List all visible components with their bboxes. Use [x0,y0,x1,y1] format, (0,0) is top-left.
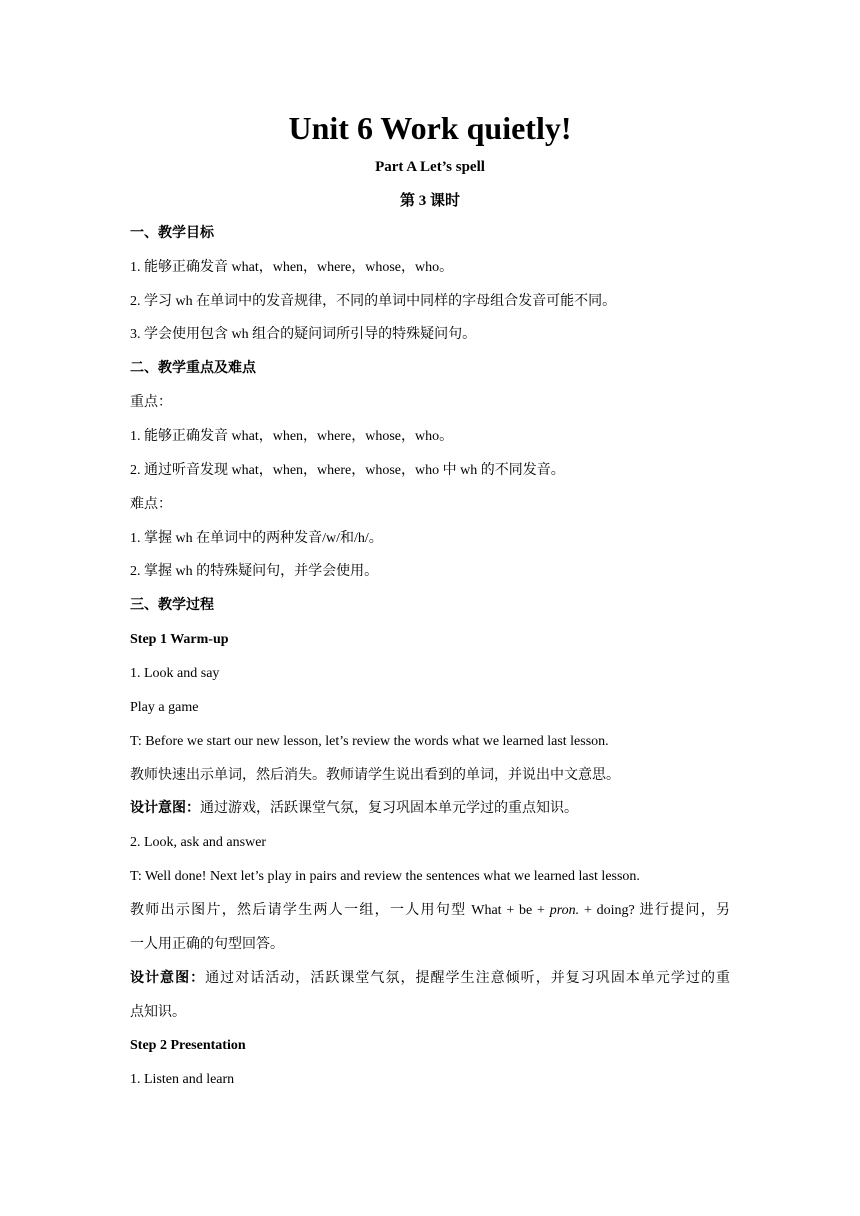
activity-description: 教师快速出示单词，然后消失。教师请学生说出看到的单词，并说出中文意思。 [130,768,620,783]
step2-heading: Step 2 Presentation [130,1038,246,1053]
activity-description-part: + doing? 进行提问，另 [579,903,730,918]
key-point-item: 1. 能够正确发音 what，when，where，whose，who。 [130,429,454,444]
section-heading-key-points: 二、教学重点及难点 [130,361,256,376]
activity-description-part: 教师出示图片，然后请学生两人一组，一人用句型 What + be + [130,903,550,918]
section-heading-process: 三、教学过程 [130,598,214,613]
objective-item: 3. 学会使用包含 wh 组合的疑问词所引导的特殊疑问句。 [130,327,477,342]
key-points-label: 重点： [130,395,172,410]
key-point-item: 2. 通过听音发现 what，when，where，whose，who 中 wh 的不同发音。 [130,463,565,478]
activity-label: Play a game [130,700,199,715]
objective-item: 1. 能够正确发音 what，when，where，whose，who。 [130,260,454,275]
difficult-point-item: 2. 掌握 wh 的特殊疑问句，并学会使用。 [130,564,379,579]
design-intent-label: 设计意图： [130,801,200,816]
step2-subheading: 1. Listen and learn [130,1072,235,1087]
design-intent-continued: 点知识。 [130,1005,186,1020]
design-intent-text: 通过对话活动，活跃课堂气氛，提醒学生注意倾听，并复习巩固本单元学过的重 [205,971,731,986]
difficult-point-item: 1. 掌握 wh 在单词中的两种发音/w/和/h/。 [130,531,383,546]
teacher-line: T: Before we start our new lesson, let’s review the words what we learned last lesson. [130,734,609,749]
design-intent-label: 设计意图： [130,971,206,986]
step1-heading: Step 1 Warm-up [130,632,229,647]
design-intent [130,798,730,820]
pron-abbreviation: pron. [549,903,580,918]
lesson-number: 第 3 课时 [399,193,460,209]
step1-subheading: 1. Look and say [130,666,220,681]
objective-item: 2. 学习 wh 在单词中的发音规律，不同的单词中同样的字母组合发音可能不同。 [130,294,617,309]
section-heading-objectives: 一、教学目标 [130,226,214,241]
document-title: Unit 6 Work quietly! [288,110,572,146]
activity-description-continued: 一人用正确的句型回答。 [130,937,284,952]
step1-subheading: 2. Look, ask and answer [130,835,267,850]
difficult-points-label: 难点： [130,497,172,512]
document-subtitle: Part A Let’s spell [375,159,485,175]
design-intent [130,968,730,990]
teacher-line: T: Well done! Next let’s play in pairs and review the sentences what we learned last lesson. [130,869,640,884]
activity-description [130,900,730,922]
design-intent-text: 通过游戏，活跃课堂气氛，复习巩固本单元学过的重点知识。 [200,801,578,816]
